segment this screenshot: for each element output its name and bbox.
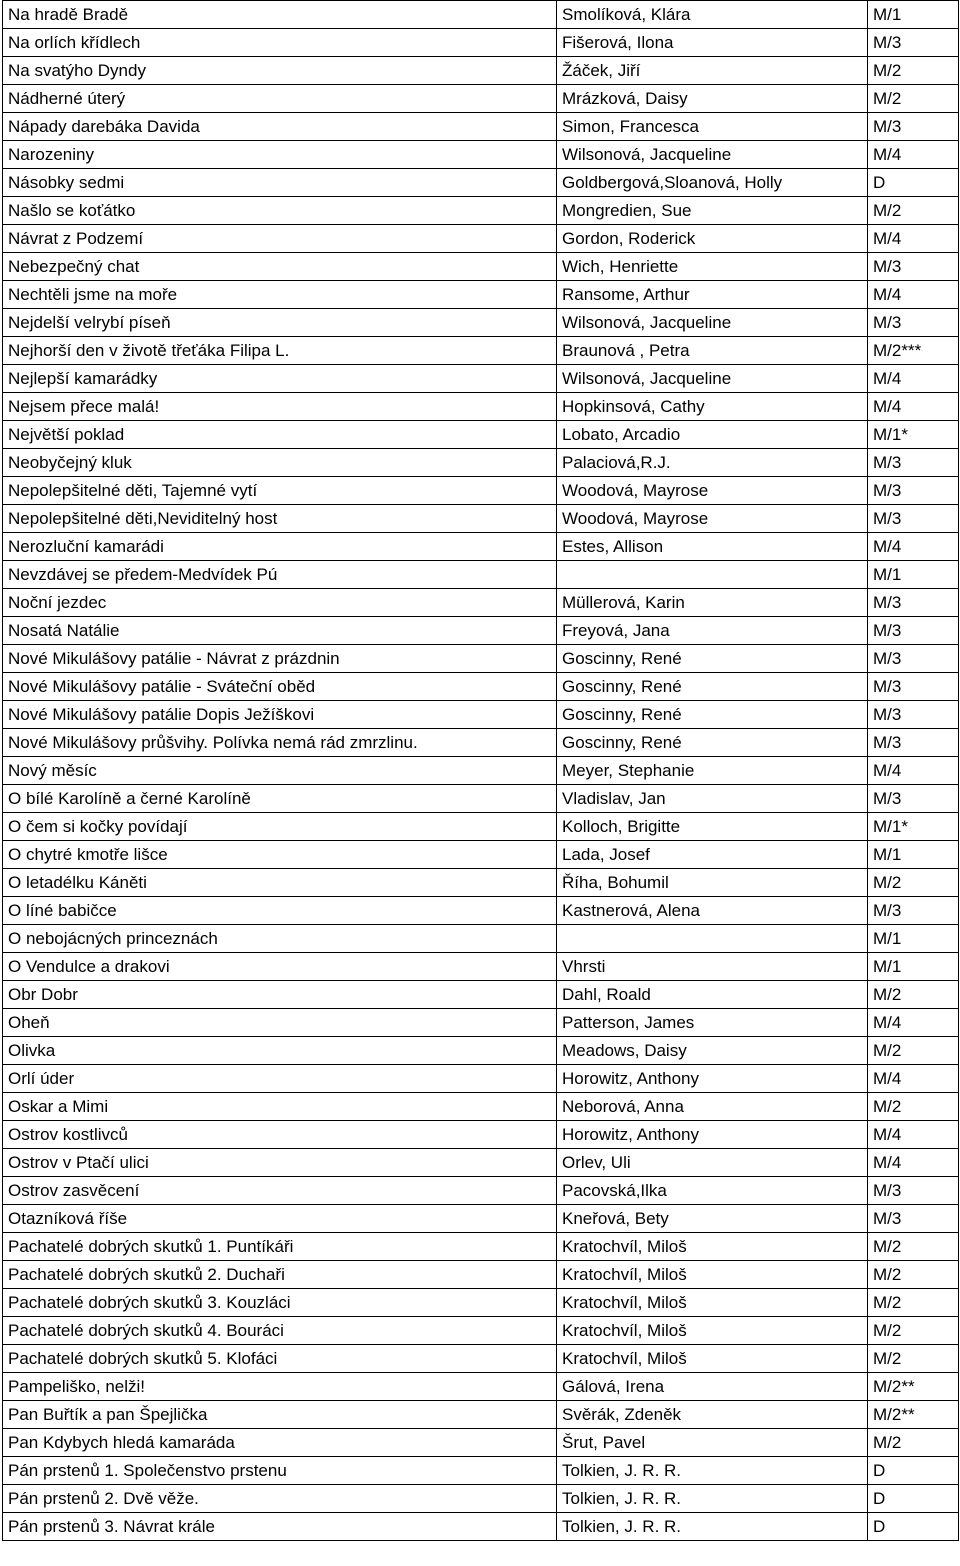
table-row xyxy=(3,1,959,29)
book-title-cell: Pan Buřtík a pan Špejlička xyxy=(3,1401,557,1429)
table-row xyxy=(3,421,959,449)
table-row xyxy=(3,813,959,841)
book-author-cell: Pacovská,Ilka xyxy=(557,1177,868,1205)
table-row xyxy=(3,729,959,757)
book-title-cell: Ostrov zasvěcení xyxy=(3,1177,557,1205)
table-row xyxy=(3,29,959,57)
book-author-cell: Kratochvíl, Miloš xyxy=(557,1289,868,1317)
book-author-cell: Estes, Allison xyxy=(557,533,868,561)
book-code-cell: M/2 xyxy=(868,85,959,113)
book-author-cell: Smolíková, Klára xyxy=(557,1,868,29)
book-author-cell: Patterson, James xyxy=(557,1009,868,1037)
book-code-cell: M/1* xyxy=(868,813,959,841)
book-title-cell: Ostrov kostlivců xyxy=(3,1121,557,1149)
book-author-cell: Meyer, Stephanie xyxy=(557,757,868,785)
book-code-cell: M/2 xyxy=(868,981,959,1009)
book-author-cell: Palaciová,R.J. xyxy=(557,449,868,477)
book-title-cell: Otazníková říše xyxy=(3,1205,557,1233)
book-author-cell: Woodová, Mayrose xyxy=(557,477,868,505)
book-title-cell: Nejsem přece malá! xyxy=(3,393,557,421)
book-title-cell: Nápady darebáka Davida xyxy=(3,113,557,141)
table-row xyxy=(3,169,959,197)
book-author-cell xyxy=(557,561,868,589)
table-row xyxy=(3,309,959,337)
book-code-cell: M/3 xyxy=(868,897,959,925)
book-title-cell: Násobky sedmi xyxy=(3,169,557,197)
table-row xyxy=(3,757,959,785)
table-row xyxy=(3,1261,959,1289)
book-code-cell: M/1 xyxy=(868,953,959,981)
book-author-cell: Žáček, Jiří xyxy=(557,57,868,85)
book-author-cell: Vladislav, Jan xyxy=(557,785,868,813)
table-row xyxy=(3,393,959,421)
book-title-cell: Nevzdávej se předem-Medvídek Pú xyxy=(3,561,557,589)
book-title-cell: Našlo se koťátko xyxy=(3,197,557,225)
book-code-cell: M/3 xyxy=(868,673,959,701)
book-author-cell: Kastnerová, Alena xyxy=(557,897,868,925)
book-title-cell: Nový měsíc xyxy=(3,757,557,785)
book-title-cell: O nebojácných princeznách xyxy=(3,925,557,953)
book-author-cell: Šrut, Pavel xyxy=(557,1429,868,1457)
table-row xyxy=(3,337,959,365)
book-author-cell: Říha, Bohumil xyxy=(557,869,868,897)
book-author-cell: Kratochvíl, Miloš xyxy=(557,1345,868,1373)
book-title-cell: Největší poklad xyxy=(3,421,557,449)
table-row xyxy=(3,953,959,981)
book-author-cell: Freyová, Jana xyxy=(557,617,868,645)
table-row xyxy=(3,1205,959,1233)
book-author-cell: Hopkinsová, Cathy xyxy=(557,393,868,421)
book-title-cell: Pan Kdybych hledá kamaráda xyxy=(3,1429,557,1457)
table-row xyxy=(3,1289,959,1317)
book-author-cell: Ransome, Arthur xyxy=(557,281,868,309)
table-row xyxy=(3,477,959,505)
book-title-cell: Pán prstenů 2. Dvě věže. xyxy=(3,1485,557,1513)
book-list-table xyxy=(2,0,959,1541)
table-row xyxy=(3,561,959,589)
book-author-cell: Dahl, Roald xyxy=(557,981,868,1009)
table-row xyxy=(3,1373,959,1401)
book-title-cell: Pachatelé dobrých skutků 5. Klofáci xyxy=(3,1345,557,1373)
book-author-cell: Lobato, Arcadio xyxy=(557,421,868,449)
book-code-cell: M/2 xyxy=(868,1289,959,1317)
book-code-cell: M/2 xyxy=(868,1261,959,1289)
book-title-cell: Pán prstenů 1. Společenstvo prstenu xyxy=(3,1457,557,1485)
table-row xyxy=(3,897,959,925)
book-code-cell: M/3 xyxy=(868,729,959,757)
book-code-cell: M/4 xyxy=(868,1121,959,1149)
book-code-cell: D xyxy=(868,1513,959,1541)
book-author-cell: Horowitz, Anthony xyxy=(557,1121,868,1149)
book-author-cell: Horowitz, Anthony xyxy=(557,1065,868,1093)
table-row xyxy=(3,1345,959,1373)
book-author-cell: Simon, Francesca xyxy=(557,113,868,141)
book-title-cell: O chytré kmotře lišce xyxy=(3,841,557,869)
table-row xyxy=(3,981,959,1009)
table-row xyxy=(3,1149,959,1177)
book-author-cell: Kolloch, Brigitte xyxy=(557,813,868,841)
table-row xyxy=(3,197,959,225)
book-title-cell: Oskar a Mimi xyxy=(3,1093,557,1121)
table-row xyxy=(3,1093,959,1121)
book-title-cell: O letadélku Káněti xyxy=(3,869,557,897)
table-row xyxy=(3,1485,959,1513)
book-author-cell: Goscinny, René xyxy=(557,673,868,701)
book-code-cell: M/4 xyxy=(868,225,959,253)
book-code-cell: M/4 xyxy=(868,1009,959,1037)
book-code-cell: M/1 xyxy=(868,925,959,953)
book-title-cell: O čem si kočky povídají xyxy=(3,813,557,841)
book-title-cell: Oheň xyxy=(3,1009,557,1037)
book-code-cell: M/1 xyxy=(868,1,959,29)
book-code-cell: M/4 xyxy=(868,141,959,169)
book-title-cell: Nejdelší velrybí píseň xyxy=(3,309,557,337)
book-code-cell: M/4 xyxy=(868,1065,959,1093)
book-title-cell: Na hradě Bradě xyxy=(3,1,557,29)
book-title-cell: Na orlích křídlech xyxy=(3,29,557,57)
book-author-cell: Svěrák, Zdeněk xyxy=(557,1401,868,1429)
book-author-cell: Fišerová, Ilona xyxy=(557,29,868,57)
table-row xyxy=(3,1317,959,1345)
table-row xyxy=(3,869,959,897)
book-title-cell: Nejhorší den v životě třeťáka Filipa L. xyxy=(3,337,557,365)
book-author-cell: Braunová , Petra xyxy=(557,337,868,365)
book-title-cell: Narozeniny xyxy=(3,141,557,169)
book-title-cell: Nové Mikulášovy patálie - Návrat z prázdnin xyxy=(3,645,557,673)
book-title-cell: Nejlepší kamarádky xyxy=(3,365,557,393)
book-code-cell: M/1 xyxy=(868,841,959,869)
book-code-cell: M/2 xyxy=(868,869,959,897)
book-title-cell: Pachatelé dobrých skutků 1. Puntíkáři xyxy=(3,1233,557,1261)
book-code-cell: M/3 xyxy=(868,589,959,617)
table-row xyxy=(3,281,959,309)
book-code-cell: M/3 xyxy=(868,645,959,673)
book-code-cell: M/4 xyxy=(868,757,959,785)
table-row xyxy=(3,1177,959,1205)
book-title-cell: O bílé Karolíně a černé Karolíně xyxy=(3,785,557,813)
table-row xyxy=(3,449,959,477)
book-code-cell: M/2 xyxy=(868,1093,959,1121)
book-code-cell: M/3 xyxy=(868,1205,959,1233)
book-code-cell: M/2*** xyxy=(868,337,959,365)
book-code-cell: M/3 xyxy=(868,309,959,337)
book-code-cell: M/1 xyxy=(868,561,959,589)
book-title-cell: Noční jezdec xyxy=(3,589,557,617)
table-row xyxy=(3,505,959,533)
book-title-cell: Nebezpečný chat xyxy=(3,253,557,281)
table-row xyxy=(3,1401,959,1429)
book-code-cell: M/3 xyxy=(868,701,959,729)
book-code-cell: M/2 xyxy=(868,1317,959,1345)
book-title-cell: Nepolepšitelné děti,Neviditelný host xyxy=(3,505,557,533)
book-code-cell: M/3 xyxy=(868,505,959,533)
table-row xyxy=(3,225,959,253)
book-author-cell: Vhrsti xyxy=(557,953,868,981)
table-row xyxy=(3,365,959,393)
book-author-cell: Mrázková, Daisy xyxy=(557,85,868,113)
book-title-cell: Nové Mikulášovy patálie - Sváteční oběd xyxy=(3,673,557,701)
table-row xyxy=(3,1009,959,1037)
table-row xyxy=(3,85,959,113)
book-code-cell: M/2** xyxy=(868,1373,959,1401)
book-title-cell: Pachatelé dobrých skutků 3. Kouzláci xyxy=(3,1289,557,1317)
book-author-cell: Goldbergová,Sloanová, Holly xyxy=(557,169,868,197)
book-code-cell: M/2 xyxy=(868,197,959,225)
book-code-cell: M/2 xyxy=(868,1233,959,1261)
book-author-cell: Kratochvíl, Miloš xyxy=(557,1233,868,1261)
book-author-cell: Goscinny, René xyxy=(557,729,868,757)
table-row xyxy=(3,1121,959,1149)
book-code-cell: M/2 xyxy=(868,1429,959,1457)
book-title-cell: Nerozluční kamarádi xyxy=(3,533,557,561)
book-code-cell: D xyxy=(868,1485,959,1513)
book-title-cell: Návrat z Podzemí xyxy=(3,225,557,253)
book-code-cell: D xyxy=(868,1457,959,1485)
table-row xyxy=(3,841,959,869)
book-author-cell: Tolkien, J. R. R. xyxy=(557,1457,868,1485)
table-row xyxy=(3,673,959,701)
book-title-cell: Neobyčejný kluk xyxy=(3,449,557,477)
book-code-cell: M/4 xyxy=(868,1149,959,1177)
table-row xyxy=(3,1513,959,1541)
book-title-cell: Pachatelé dobrých skutků 4. Bouráci xyxy=(3,1317,557,1345)
book-author-cell: Goscinny, René xyxy=(557,645,868,673)
book-title-cell: Pán prstenů 3. Návrat krále xyxy=(3,1513,557,1541)
book-author-cell: Wilsonová, Jacqueline xyxy=(557,141,868,169)
book-code-cell: M/3 xyxy=(868,29,959,57)
table-row xyxy=(3,1233,959,1261)
book-title-cell: Nepolepšitelné děti, Tajemné vytí xyxy=(3,477,557,505)
table-row xyxy=(3,1037,959,1065)
book-author-cell: Tolkien, J. R. R. xyxy=(557,1513,868,1541)
book-title-cell: Nechtěli jsme na moře xyxy=(3,281,557,309)
book-title-cell: Na svatýho Dyndy xyxy=(3,57,557,85)
book-author-cell: Kratochvíl, Miloš xyxy=(557,1261,868,1289)
table-row xyxy=(3,1429,959,1457)
table-row xyxy=(3,1065,959,1093)
book-title-cell: Nosatá Natálie xyxy=(3,617,557,645)
book-author-cell: Wilsonová, Jacqueline xyxy=(557,365,868,393)
book-code-cell: M/3 xyxy=(868,785,959,813)
table-row xyxy=(3,253,959,281)
book-list-body xyxy=(3,1,959,1541)
table-row xyxy=(3,645,959,673)
book-author-cell: Neborová, Anna xyxy=(557,1093,868,1121)
book-title-cell: Nádherné úterý xyxy=(3,85,557,113)
book-author-cell: Gordon, Roderick xyxy=(557,225,868,253)
table-row xyxy=(3,589,959,617)
book-code-cell: M/3 xyxy=(868,449,959,477)
table-row xyxy=(3,57,959,85)
book-code-cell: M/3 xyxy=(868,113,959,141)
book-author-cell: Mongredien, Sue xyxy=(557,197,868,225)
table-row xyxy=(3,1457,959,1485)
book-author-cell: Woodová, Mayrose xyxy=(557,505,868,533)
table-row xyxy=(3,113,959,141)
table-row xyxy=(3,617,959,645)
book-author-cell: Orlev, Uli xyxy=(557,1149,868,1177)
table-row xyxy=(3,533,959,561)
book-author-cell: Müllerová, Karin xyxy=(557,589,868,617)
book-author-cell: Goscinny, René xyxy=(557,701,868,729)
book-code-cell: M/4 xyxy=(868,365,959,393)
book-code-cell: M/4 xyxy=(868,533,959,561)
book-author-cell: Meadows, Daisy xyxy=(557,1037,868,1065)
table-row xyxy=(3,925,959,953)
book-author-cell xyxy=(557,925,868,953)
book-title-cell: Pachatelé dobrých skutků 2. Duchaři xyxy=(3,1261,557,1289)
table-row xyxy=(3,701,959,729)
book-code-cell: M/1* xyxy=(868,421,959,449)
book-code-cell: M/3 xyxy=(868,1177,959,1205)
book-code-cell: M/2 xyxy=(868,57,959,85)
book-author-cell: Lada, Josef xyxy=(557,841,868,869)
book-code-cell: D xyxy=(868,169,959,197)
book-author-cell: Wich, Henriette xyxy=(557,253,868,281)
book-code-cell: M/4 xyxy=(868,393,959,421)
book-code-cell: M/2 xyxy=(868,1345,959,1373)
book-author-cell: Wilsonová, Jacqueline xyxy=(557,309,868,337)
book-code-cell: M/3 xyxy=(868,617,959,645)
book-code-cell: M/3 xyxy=(868,477,959,505)
book-author-cell: Tolkien, J. R. R. xyxy=(557,1485,868,1513)
book-code-cell: M/4 xyxy=(868,281,959,309)
book-code-cell: M/2 xyxy=(868,1037,959,1065)
book-code-cell: M/3 xyxy=(868,253,959,281)
book-title-cell: Ostrov v Ptačí ulici xyxy=(3,1149,557,1177)
book-author-cell: Kratochvíl, Miloš xyxy=(557,1317,868,1345)
book-author-cell: Gálová, Irena xyxy=(557,1373,868,1401)
book-title-cell: O Vendulce a drakovi xyxy=(3,953,557,981)
book-title-cell: Orlí úder xyxy=(3,1065,557,1093)
book-author-cell: Kneřová, Bety xyxy=(557,1205,868,1233)
book-title-cell: Nové Mikulášovy patálie Dopis Ježíškovi xyxy=(3,701,557,729)
book-title-cell: O líné babičce xyxy=(3,897,557,925)
table-row xyxy=(3,785,959,813)
book-title-cell: Nové Mikulášovy průšvihy. Polívka nemá rád zmrzlinu. xyxy=(3,729,557,757)
table-row xyxy=(3,141,959,169)
book-title-cell: Olivka xyxy=(3,1037,557,1065)
book-code-cell: M/2** xyxy=(868,1401,959,1429)
book-title-cell: Pampeliško, nelži! xyxy=(3,1373,557,1401)
book-title-cell: Obr Dobr xyxy=(3,981,557,1009)
